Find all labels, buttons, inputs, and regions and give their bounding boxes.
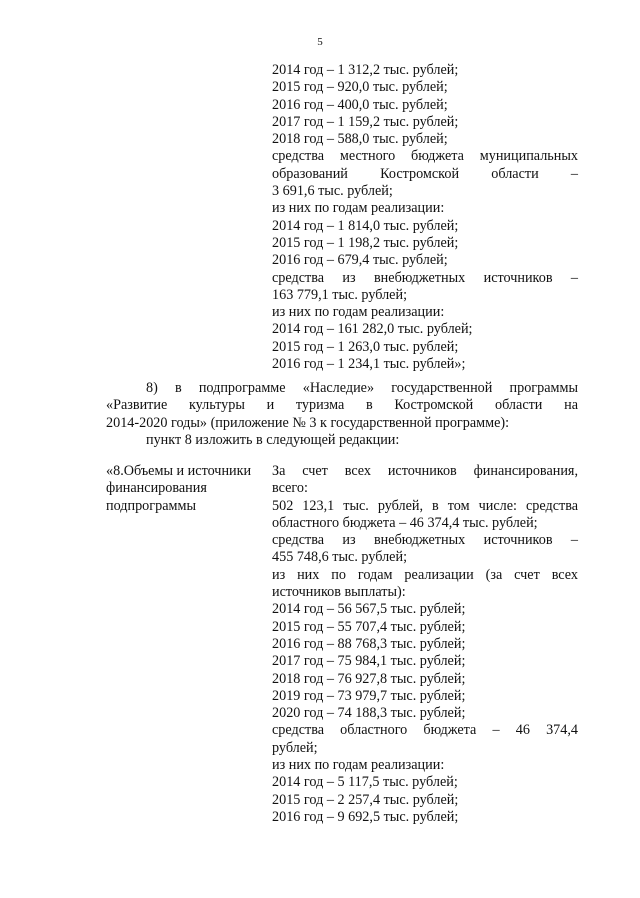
amendment-line: 2014-2020 годы» (приложение № 3 к государственной программе): bbox=[106, 414, 510, 431]
text-line: 2014 год – 56 567,5 тыс. рублей; bbox=[272, 601, 466, 618]
text-line: 2018 год – 76 927,8 тыс. рублей; bbox=[272, 670, 466, 687]
text-line: областного бюджета – 46 374,4 тыс. рублей; bbox=[272, 514, 538, 531]
text-line: 2014 год – 1 814,0 тыс. рублей; bbox=[272, 217, 459, 234]
text-line: из них по годам реализации: bbox=[272, 757, 445, 774]
text-line: 2014 год – 5 117,5 тыс. рублей; bbox=[272, 774, 458, 791]
text-line: образований Костромской области – bbox=[272, 165, 578, 182]
text-line: 2017 год – 1 159,2 тыс. рублей; bbox=[272, 113, 459, 130]
text-line: всего: bbox=[272, 480, 308, 497]
text-line: 502 123,1 тыс. рублей, в том числе: средства bbox=[272, 497, 578, 514]
text-line: 2014 год – 1 312,2 тыс. рублей; bbox=[272, 62, 459, 78]
table-row-content bbox=[272, 463, 578, 826]
text-line: 3 691,6 тыс. рублей; bbox=[272, 183, 393, 200]
page-number: 5 bbox=[317, 36, 323, 48]
text-line: из них по годам реализации: bbox=[272, 304, 445, 321]
text-line: средства из внебюджетных источников – bbox=[272, 532, 578, 549]
amendment-line: 8) в подпрограмме «Наследие» государственной программы bbox=[146, 380, 578, 396]
text-line: финансирования bbox=[106, 480, 207, 497]
text-line: 2015 год – 920,0 тыс. рублей; bbox=[272, 79, 448, 96]
text-line: За счет всех источников финансирования, bbox=[272, 463, 578, 479]
text-line: источников выплаты): bbox=[272, 584, 406, 601]
amendment-line: «Развитие культуры и туризма в Костромской области на bbox=[106, 397, 578, 414]
text-line: 2015 год – 1 198,2 тыс. рублей; bbox=[272, 234, 459, 251]
amendment-line: пункт 8 изложить в следующей редакции: bbox=[146, 431, 400, 448]
text-line: 2019 год – 73 979,7 тыс. рублей; bbox=[272, 687, 466, 704]
text-line: 2015 год – 1 263,0 тыс. рублей; bbox=[272, 338, 459, 355]
text-line: средства из внебюджетных источников – bbox=[272, 269, 578, 286]
text-line: из них по годам реализации (за счет всех bbox=[272, 566, 578, 583]
text-line: средства областного бюджета – 46 374,4 bbox=[272, 722, 578, 739]
text-line: 2014 год – 161 282,0 тыс. рублей; bbox=[272, 321, 473, 338]
text-line: 2016 год – 400,0 тыс. рублей; bbox=[272, 96, 448, 113]
text-line: «8.Объемы и источники bbox=[106, 463, 252, 479]
text-line: 2015 год – 2 257,4 тыс. рублей; bbox=[272, 791, 459, 808]
text-line: из них по годам реализации: bbox=[272, 200, 445, 217]
text-line: рублей; bbox=[272, 739, 318, 756]
text-line: подпрограммы bbox=[106, 497, 196, 514]
text-line: 2015 год – 55 707,4 тыс. рублей; bbox=[272, 618, 466, 635]
text-line: 163 779,1 тыс. рублей; bbox=[272, 286, 408, 303]
text-line: 2016 год – 9 692,5 тыс. рублей; bbox=[272, 808, 459, 825]
text-line: 455 748,6 тыс. рублей; bbox=[272, 549, 408, 566]
table-row-label bbox=[106, 463, 266, 515]
amendment-paragraph bbox=[106, 380, 578, 449]
text-line: 2016 год – 88 768,3 тыс. рублей; bbox=[272, 635, 466, 652]
text-line: 2017 год – 75 984,1 тыс. рублей; bbox=[272, 653, 466, 670]
text-line: 2016 год – 679,4 тыс. рублей; bbox=[272, 252, 448, 269]
financing-continuation-block bbox=[272, 62, 578, 373]
text-line: 2020 год – 74 188,3 тыс. рублей; bbox=[272, 705, 466, 722]
text-line: 2016 год – 1 234,1 тыс. рублей»; bbox=[272, 356, 466, 373]
text-line: 2018 год – 588,0 тыс. рублей; bbox=[272, 131, 448, 148]
text-line: средства местного бюджета муниципальных bbox=[272, 148, 578, 165]
